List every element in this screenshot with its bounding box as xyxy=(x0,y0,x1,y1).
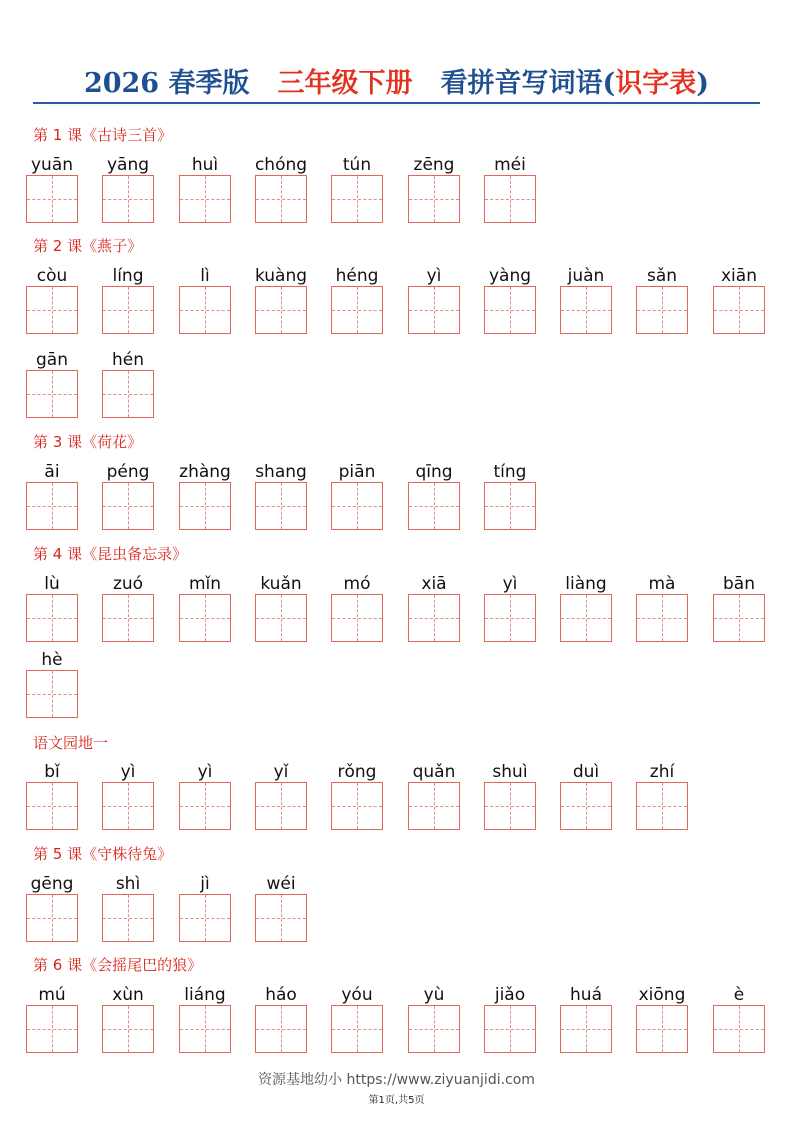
pinyin-cell xyxy=(179,572,231,596)
pinyin-cell xyxy=(26,872,78,896)
pinyin-cell xyxy=(408,983,460,1007)
pinyin-cell xyxy=(484,572,536,596)
pinyin-cell xyxy=(560,760,612,784)
writing-grid-box xyxy=(408,175,460,223)
pinyin-label: sǎn xyxy=(646,266,678,286)
pinyin-cell xyxy=(102,264,154,288)
writing-grid-box xyxy=(26,286,78,334)
pinyin-cell xyxy=(255,264,307,288)
pinyin-cell xyxy=(560,983,612,1007)
writing-grid-box xyxy=(102,594,154,642)
writing-grid-box xyxy=(255,594,307,642)
writing-grid-box xyxy=(560,286,612,334)
writing-grid-box xyxy=(255,175,307,223)
title-close-paren: ) xyxy=(696,68,710,99)
pinyin-label: jiǎo xyxy=(494,985,526,1005)
pinyin-label: wéi xyxy=(266,874,296,894)
lesson-title: 第 5 课《守株待兔》 xyxy=(33,845,173,863)
writing-grid-box xyxy=(636,286,688,334)
pinyin-cell xyxy=(179,264,231,288)
pinyin-label: mǐn xyxy=(188,574,222,594)
pinyin-label: kuàng xyxy=(254,266,308,286)
pinyin-cell xyxy=(179,460,231,484)
pinyin-cell xyxy=(484,760,536,784)
writing-grid-box xyxy=(179,782,231,830)
pinyin-label: jì xyxy=(200,874,210,894)
writing-grid-box xyxy=(255,482,307,530)
pinyin-label: duì xyxy=(572,762,600,782)
writing-grid-box xyxy=(102,782,154,830)
pinyin-label: mú xyxy=(38,985,66,1005)
footer-site: 资源基地幼小 https://www.ziyuanjidi.com xyxy=(258,1072,535,1088)
pinyin-label: gēng xyxy=(30,874,74,894)
pinyin-label: méi xyxy=(494,155,526,175)
pinyin-cell xyxy=(331,983,383,1007)
writing-grid-box xyxy=(179,894,231,942)
writing-grid-box xyxy=(408,782,460,830)
writing-grid-box xyxy=(560,1005,612,1053)
writing-grid-box xyxy=(255,782,307,830)
writing-grid-box xyxy=(26,370,78,418)
pinyin-cell xyxy=(26,153,78,177)
writing-grid-box xyxy=(484,286,536,334)
pinyin-label: zhí xyxy=(649,762,675,782)
pinyin-cell xyxy=(102,572,154,596)
writing-grid-box xyxy=(331,286,383,334)
writing-grid-box xyxy=(26,482,78,530)
writing-grid-box xyxy=(331,594,383,642)
pinyin-label: liàng xyxy=(565,574,607,594)
pinyin-label: yāng xyxy=(106,155,150,175)
pinyin-label: huì xyxy=(191,155,219,175)
pinyin-cell xyxy=(26,648,78,672)
title-subtitle: 识字表 xyxy=(615,68,697,99)
pinyin-cell xyxy=(408,572,460,596)
pinyin-cell xyxy=(408,264,460,288)
pinyin-label: yuān xyxy=(30,155,74,175)
writing-grid-box xyxy=(713,286,765,334)
writing-grid-box xyxy=(179,175,231,223)
pinyin-label: quǎn xyxy=(412,762,456,782)
lesson-title: 第 2 课《燕子》 xyxy=(33,237,143,255)
pinyin-cell xyxy=(179,760,231,784)
pinyin-cell xyxy=(331,760,383,784)
pinyin-label: mó xyxy=(343,574,371,594)
pinyin-cell xyxy=(331,460,383,484)
pinyin-cell xyxy=(26,760,78,784)
pinyin-cell xyxy=(636,264,688,288)
pinyin-cell xyxy=(636,983,688,1007)
pinyin-label: zhàng xyxy=(179,462,231,482)
pinyin-cell xyxy=(255,983,307,1007)
writing-grid-box xyxy=(102,175,154,223)
pinyin-label: hén xyxy=(111,350,144,370)
pinyin-cell xyxy=(102,348,154,372)
pinyin-cell xyxy=(484,983,536,1007)
pinyin-label: háo xyxy=(265,985,297,1005)
writing-grid-box xyxy=(484,1005,536,1053)
pinyin-cell xyxy=(26,460,78,484)
pinyin-cell xyxy=(102,760,154,784)
pinyin-label: zēng xyxy=(413,155,455,175)
pinyin-cell xyxy=(331,572,383,596)
pinyin-cell xyxy=(713,983,765,1007)
pinyin-label: líng xyxy=(112,266,144,286)
pinyin-cell xyxy=(26,264,78,288)
pinyin-label: piān xyxy=(338,462,376,482)
pinyin-label: shuì xyxy=(492,762,528,782)
pinyin-label: chóng xyxy=(254,155,308,175)
pinyin-label: qīng xyxy=(415,462,453,482)
pinyin-label: juàn xyxy=(567,266,605,286)
pinyin-label: shang xyxy=(255,462,307,482)
writing-grid-box xyxy=(26,894,78,942)
pinyin-label: gān xyxy=(36,350,68,370)
pinyin-label: yì xyxy=(426,266,442,286)
pinyin-cell xyxy=(331,264,383,288)
pinyin-cell xyxy=(179,872,231,896)
pinyin-cell xyxy=(560,572,612,596)
pinyin-cell xyxy=(484,264,536,288)
pinyin-cell xyxy=(26,572,78,596)
writing-grid-box xyxy=(26,782,78,830)
lesson-title: 第 4 课《昆虫备忘录》 xyxy=(33,545,188,563)
pinyin-label: xiōng xyxy=(638,985,686,1005)
lesson-title: 语文园地一 xyxy=(33,734,109,752)
pinyin-label: liáng xyxy=(184,985,226,1005)
pinyin-cell xyxy=(408,460,460,484)
writing-grid-box xyxy=(713,594,765,642)
writing-grid-box xyxy=(179,482,231,530)
pinyin-label: héng xyxy=(335,266,379,286)
pinyin-cell xyxy=(26,983,78,1007)
pinyin-label: yàng xyxy=(488,266,532,286)
pinyin-label: còu xyxy=(36,266,68,286)
writing-grid-box xyxy=(255,1005,307,1053)
title-subject: 看拼音写词语( xyxy=(440,68,616,99)
pinyin-cell xyxy=(408,153,460,177)
pinyin-label: mà xyxy=(648,574,676,594)
writing-grid-box xyxy=(331,482,383,530)
writing-grid-box xyxy=(331,782,383,830)
lesson-title: 第 6 课《会摇尾巴的狼》 xyxy=(33,956,203,974)
lesson-title: 第 3 课《荷花》 xyxy=(33,433,143,451)
pinyin-cell xyxy=(636,572,688,596)
writing-grid-box xyxy=(408,1005,460,1053)
lesson-title: 第 1 课《古诗三首》 xyxy=(33,126,173,144)
writing-grid-box xyxy=(26,175,78,223)
writing-grid-box xyxy=(102,894,154,942)
pinyin-label: shì xyxy=(115,874,141,894)
writing-grid-box xyxy=(102,1005,154,1053)
writing-grid-box xyxy=(255,894,307,942)
pinyin-cell xyxy=(255,572,307,596)
pinyin-label: yǐ xyxy=(273,762,289,782)
pinyin-cell xyxy=(408,760,460,784)
pinyin-label: tíng xyxy=(493,462,527,482)
writing-grid-box xyxy=(102,482,154,530)
writing-grid-box xyxy=(102,286,154,334)
pinyin-label: xiā xyxy=(421,574,447,594)
page-title xyxy=(33,66,760,102)
title-underline xyxy=(33,102,760,104)
pinyin-label: yì xyxy=(120,762,136,782)
pinyin-cell xyxy=(102,460,154,484)
pinyin-cell xyxy=(255,872,307,896)
writing-grid-box xyxy=(560,594,612,642)
writing-grid-box xyxy=(484,482,536,530)
writing-grid-box xyxy=(179,1005,231,1053)
writing-grid-box xyxy=(484,175,536,223)
pinyin-cell xyxy=(102,872,154,896)
writing-grid-box xyxy=(560,782,612,830)
writing-grid-box xyxy=(484,594,536,642)
pinyin-cell xyxy=(636,760,688,784)
pinyin-cell xyxy=(713,572,765,596)
pinyin-cell xyxy=(179,153,231,177)
pinyin-cell xyxy=(102,153,154,177)
writing-grid-box xyxy=(255,286,307,334)
pinyin-label: zuó xyxy=(112,574,144,594)
writing-grid-box xyxy=(408,286,460,334)
writing-grid-box xyxy=(713,1005,765,1053)
writing-grid-box xyxy=(636,594,688,642)
pinyin-label: bān xyxy=(723,574,755,594)
pinyin-label: āi xyxy=(44,462,60,482)
pinyin-cell xyxy=(102,983,154,1007)
pinyin-label: yì xyxy=(502,574,518,594)
pinyin-label: xiān xyxy=(721,266,757,286)
writing-grid-box xyxy=(26,670,78,718)
pinyin-label: yù xyxy=(423,985,445,1005)
footer-page-number: 第1页,共5页 xyxy=(368,1095,425,1106)
pinyin-label: è xyxy=(733,985,745,1005)
pinyin-label: péng xyxy=(106,462,150,482)
title-grade: 三年级下册 xyxy=(277,68,413,99)
writing-grid-box xyxy=(331,175,383,223)
pinyin-label: lù xyxy=(44,574,60,594)
pinyin-label: xùn xyxy=(112,985,144,1005)
pinyin-label: hè xyxy=(41,650,63,670)
pinyin-cell xyxy=(255,460,307,484)
writing-grid-box xyxy=(179,286,231,334)
writing-grid-box xyxy=(102,370,154,418)
writing-grid-box xyxy=(26,1005,78,1053)
pinyin-cell xyxy=(713,264,765,288)
writing-grid-box xyxy=(331,1005,383,1053)
pinyin-cell xyxy=(484,153,536,177)
pinyin-cell xyxy=(179,983,231,1007)
pinyin-cell xyxy=(255,153,307,177)
writing-grid-box xyxy=(26,594,78,642)
pinyin-label: kuǎn xyxy=(260,574,302,594)
pinyin-label: huá xyxy=(570,985,602,1005)
pinyin-label: lì xyxy=(200,266,210,286)
title-edition: 2026 春季版 xyxy=(83,68,250,99)
pinyin-label: tún xyxy=(342,155,372,175)
pinyin-cell xyxy=(331,153,383,177)
pinyin-label: yóu xyxy=(341,985,373,1005)
pinyin-cell xyxy=(255,760,307,784)
pinyin-cell xyxy=(484,460,536,484)
writing-grid-box xyxy=(636,782,688,830)
pinyin-cell xyxy=(560,264,612,288)
pinyin-label: rǒng xyxy=(337,762,377,782)
pinyin-label: bǐ xyxy=(44,762,60,782)
writing-grid-box xyxy=(636,1005,688,1053)
writing-grid-box xyxy=(408,594,460,642)
pinyin-cell xyxy=(26,348,78,372)
writing-grid-box xyxy=(408,482,460,530)
writing-grid-box xyxy=(179,594,231,642)
pinyin-label: yì xyxy=(197,762,213,782)
writing-grid-box xyxy=(484,782,536,830)
